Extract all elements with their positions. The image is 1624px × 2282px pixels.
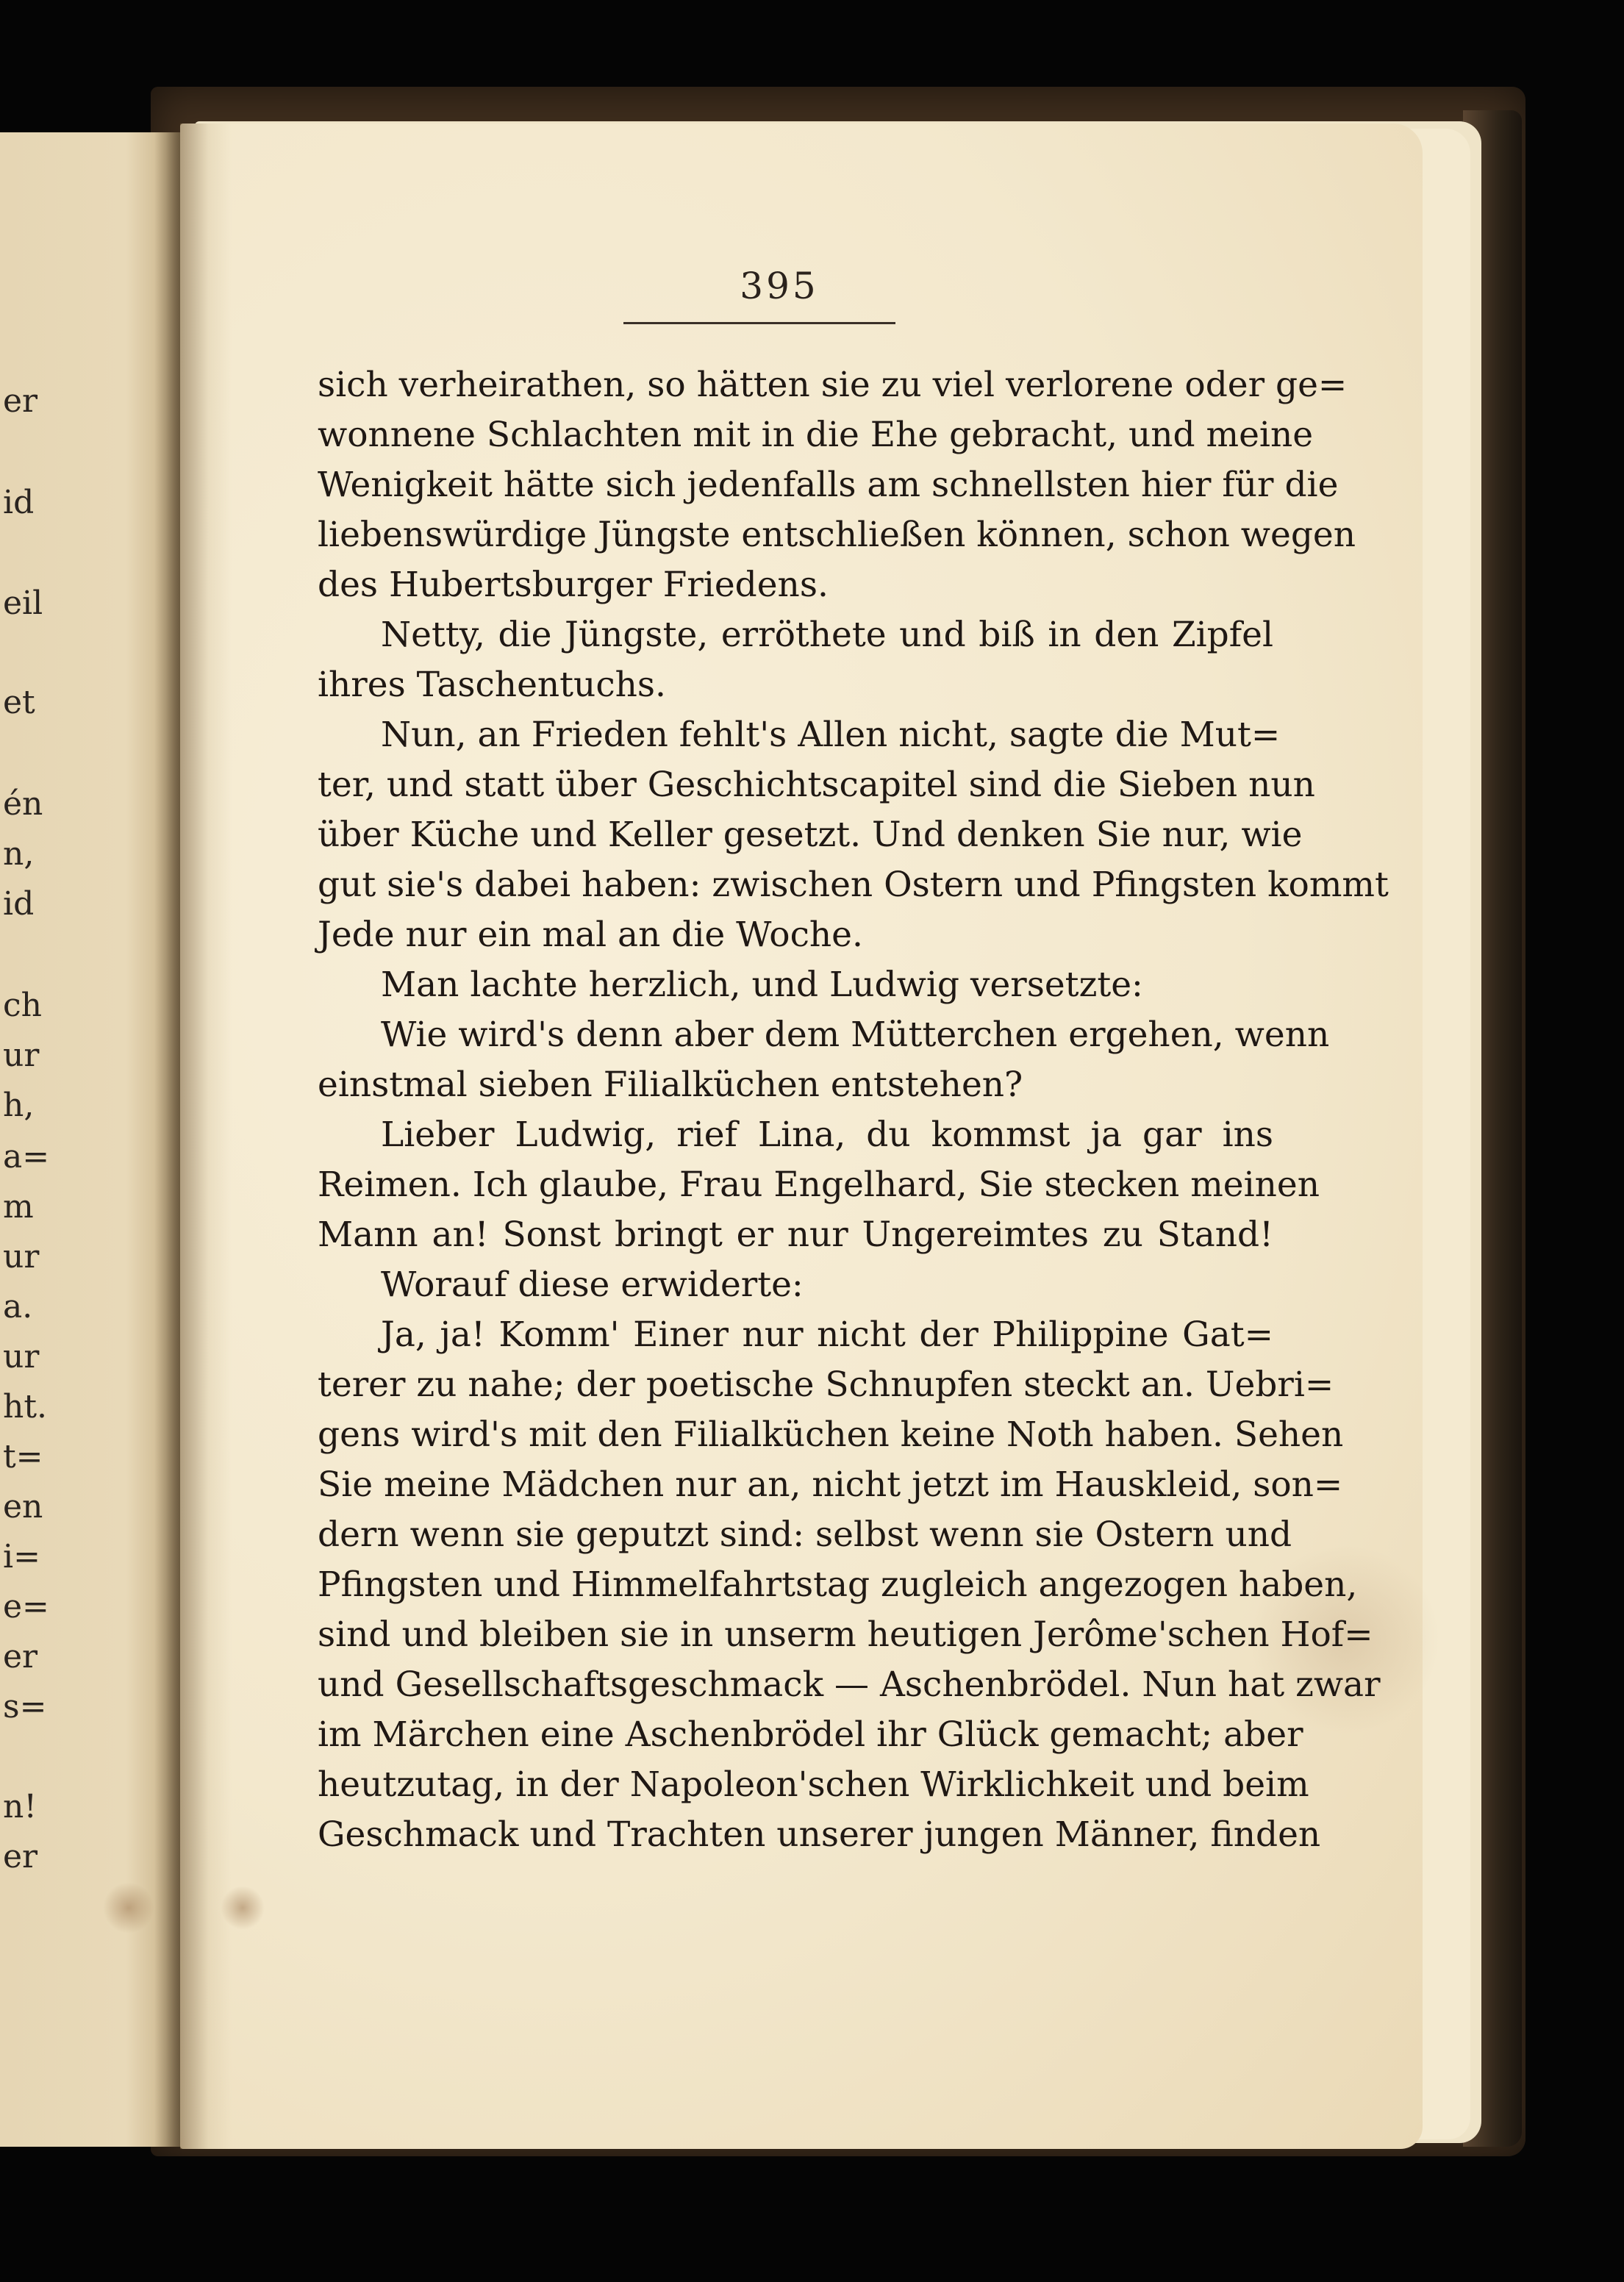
left-fragment: n!: [3, 1788, 37, 1825]
gutter-shadow-right: [180, 124, 232, 2149]
text-line: sich verheirathen, so hätten sie zu viel verlorene oder ge=: [318, 365, 1348, 405]
left-fragment: er: [3, 1638, 38, 1675]
text-line: Reimen. Ich glaube, Frau Engelhard, Sie stecken meinen: [318, 1165, 1320, 1205]
text-line: heutzutag, in der Napoleon'schen Wirklichkeit und beim: [318, 1764, 1309, 1805]
left-fragment: t=: [3, 1438, 43, 1476]
left-fragment: i=: [3, 1538, 40, 1575]
text-line: Worauf diese erwiderte:: [381, 1265, 804, 1305]
text-line: Wenigkeit hätte sich jedenfalls am schnellsten hier für die: [318, 465, 1339, 505]
left-page-text-fragments: [0, 0, 59, 2282]
text-line: gut sie's dabei haben: zwischen Ostern und Pfingsten kommt: [318, 865, 1389, 905]
text-line: einstmal sieben Filialküchen entstehen?: [318, 1065, 1023, 1105]
left-fragment: ur: [3, 1037, 40, 1074]
text-line: terer zu nahe; der poetische Schnupfen steckt an. Uebri=: [318, 1364, 1334, 1405]
left-fragment: et: [3, 684, 35, 721]
left-fragment: h,: [3, 1087, 35, 1124]
text-line: über Küche und Keller gesetzt. Und denken Sie nur, wie: [318, 815, 1303, 855]
text-line: Netty, die Jüngste, erröthete und biß in den Zipfel: [381, 615, 1273, 655]
text-line: sind und bleiben sie in unserm heutigen Jerôme'schen Hof=: [318, 1614, 1373, 1655]
text-line: Lieber Ludwig, rief Lina, du kommst ja gar ins: [381, 1115, 1273, 1155]
left-fragment: en: [3, 1488, 43, 1525]
text-line: Wie wird's denn aber dem Mütterchen ergehen, wenn: [381, 1015, 1330, 1055]
left-fragment: m: [3, 1188, 34, 1226]
text-line: Mann an! Sonst bringt er nur Ungereimtes zu Stand!: [318, 1215, 1273, 1255]
paper-stain: [103, 1882, 154, 1934]
left-fragment: ur: [3, 1238, 40, 1276]
text-line: dern wenn sie geputzt sind: selbst wenn sie Ostern und: [318, 1514, 1292, 1555]
left-fragment: ch: [3, 987, 42, 1024]
text-line: Ja, ja! Komm' Einer nur nicht der Philippine Gat=: [381, 1315, 1273, 1355]
left-fragment: én: [3, 785, 43, 823]
left-fragment: eil: [3, 584, 43, 622]
text-line: Jede nur ein mal an die Woche.: [318, 915, 863, 955]
left-fragment: a.: [3, 1288, 33, 1326]
text-line: Man lachte herzlich, und Ludwig versetzte:: [381, 965, 1143, 1005]
left-fragment: s=: [3, 1688, 47, 1725]
left-fragment: id: [3, 484, 35, 521]
text-line: im Märchen eine Aschenbrödel ihr Glück gemacht; aber: [318, 1714, 1303, 1755]
left-fragment: ht.: [3, 1388, 48, 1426]
paper-stain: [221, 1886, 265, 1930]
left-fragment: a=: [3, 1138, 50, 1176]
text-line: Geschmack und Trachten unserer jungen Männer, finden: [318, 1814, 1321, 1855]
left-fragment: n,: [3, 835, 35, 873]
text-line: ihres Taschentuchs.: [318, 665, 666, 705]
text-line: ter, und statt über Geschichtscapitel sind die Sieben nun: [318, 765, 1315, 805]
text-line: und Gesellschaftsgeschmack — Aschenbrödel. Nun hat zwar: [318, 1664, 1381, 1705]
text-line: wonnene Schlachten mit in die Ehe gebracht, und meine: [318, 415, 1314, 455]
text-line: Nun, an Frieden fehlt's Allen nicht, sagte die Mut=: [381, 715, 1281, 755]
left-fragment: er: [3, 382, 38, 420]
text-line: Sie meine Mädchen nur an, nicht jetzt im Hauskleid, son=: [318, 1464, 1343, 1505]
left-fragment: e=: [3, 1588, 49, 1625]
text-line: des Hubertsburger Friedens.: [318, 565, 829, 605]
left-fragment: id: [3, 885, 35, 923]
text-line: Pfingsten und Himmelfahrtstag zugleich angezogen haben,: [318, 1564, 1358, 1605]
text-line: gens wird's mit den Filialküchen keine Noth haben. Sehen: [318, 1414, 1344, 1455]
text-line: liebenswürdige Jüngste entschließen können, schon wegen: [318, 515, 1356, 555]
page-number: 395: [740, 265, 819, 307]
header-rule: [623, 322, 895, 324]
left-fragment: ur: [3, 1338, 40, 1376]
left-fragment: er: [3, 1838, 38, 1875]
